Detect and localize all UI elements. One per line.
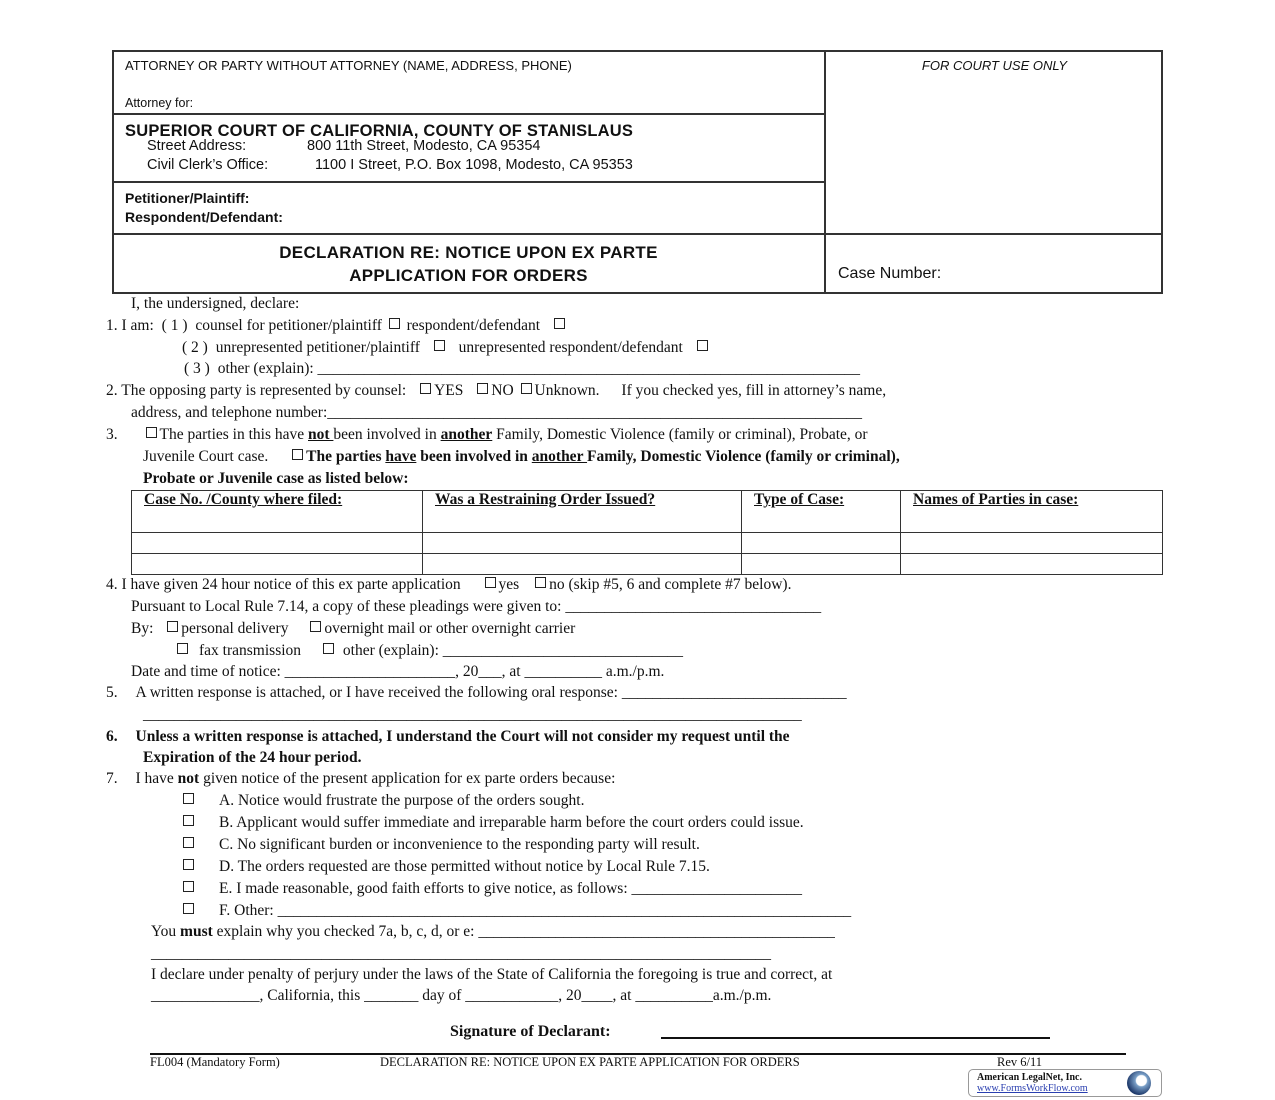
checkbox-other-method[interactable] [323, 643, 334, 654]
signature-label: Signature of Declarant: [450, 1023, 611, 1040]
signature-line[interactable] [661, 1037, 1050, 1039]
table-cell[interactable] [742, 554, 901, 575]
table-row [132, 533, 1163, 554]
checkbox-notice-yes[interactable] [485, 577, 496, 588]
column-header: Case No. /County where filed: [132, 491, 423, 533]
item3-line3: Probate or Juvenile case as listed below: [143, 470, 409, 487]
court-use-label: FOR COURT USE ONLY [921, 58, 1068, 73]
checkbox-counsel-unknown[interactable] [521, 383, 532, 394]
item1-line1: 1. I am: ( 1 ) counsel for petitioner/plaintiff respondent/defendant [106, 316, 568, 336]
table-cell[interactable] [423, 533, 742, 554]
form-title-line1: DECLARATION RE: NOTICE UPON EX PARTE [279, 243, 658, 262]
column-header: Type of Case: [742, 491, 901, 533]
street-address: 800 11th Street, Modesto, CA 95354 [307, 138, 541, 154]
given-to-field[interactable]: Pursuant to Local Rule 7.14, a copy of these pleadings were given to: _________________________________ [131, 598, 822, 615]
checkbox-7f[interactable] [183, 903, 194, 914]
case-number-label: Case Number: [838, 265, 942, 282]
divider [112, 181, 825, 183]
checkbox-personal-delivery[interactable] [167, 621, 178, 632]
footer-form-name: DECLARATION RE: NOTICE UPON EX PARTE APPLICATION FOR ORDERS [380, 1055, 800, 1069]
vendor-link[interactable]: www.FormsWorkFlow.com [977, 1083, 1088, 1094]
respondent-label: Respondent/Defendant: [125, 209, 283, 225]
vendor-logo[interactable] [968, 1069, 1162, 1097]
oral-response-field[interactable]: A written response is attached, or I have received the following oral response: _____________________________ [135, 684, 847, 701]
divider [112, 113, 825, 115]
petitioner-label: Petitioner/Plaintiff: [125, 190, 250, 206]
table-cell[interactable] [742, 533, 901, 554]
item3-line2: Juvenile Court case. The parties have been involved in another Family, Domestic Violence (family or criminal), [143, 448, 900, 465]
item6-line1: 6. Unless a written response is attached, I understand the Court will not consider my request until the [106, 728, 790, 745]
intro-text: I, the undersigned, declare: [131, 295, 300, 312]
clerk-office-label: Civil Clerk’s Office: [147, 157, 269, 173]
item4-by-line2: fax transmission other (explain): _______________________________ [174, 641, 683, 661]
attorney-info-field[interactable]: address, and telephone number:_____________________________________________________________________ [131, 404, 863, 421]
checkbox-have-involved[interactable] [292, 449, 303, 460]
column-header: Was a Restraining Order Issued? [423, 491, 742, 533]
checkbox-unrep-respondent[interactable] [697, 340, 708, 351]
cases-table [131, 490, 1163, 575]
attorney-for-label: Attorney for: [125, 96, 194, 110]
checkbox-counsel-respondent[interactable] [554, 318, 565, 329]
explain-field-2[interactable]: ________________________________________________________________________________ [151, 945, 771, 962]
globe-icon [1127, 1071, 1151, 1095]
checkbox-7c[interactable] [183, 837, 194, 848]
table-cell[interactable] [132, 533, 423, 554]
checkbox-unrep-petitioner[interactable] [434, 340, 445, 351]
table-cell[interactable] [132, 554, 423, 575]
form-title-line2: APPLICATION FOR ORDERS [349, 266, 588, 285]
item7-option-a: A. Notice would frustrate the purpose of the orders sought. [180, 791, 584, 811]
checkbox-7b[interactable] [183, 815, 194, 826]
oral-response-field-2[interactable]: _____________________________________________________________________________________ [143, 706, 802, 723]
item7-option-e: E. I made reasonable, good faith efforts to give notice, as follows: ______________________ [180, 879, 802, 899]
checkbox-7e[interactable] [183, 881, 194, 892]
table-cell[interactable] [901, 554, 1163, 575]
item7-option-b: B. Applicant would suffer immediate and irreparable harm before the court orders could issue. [180, 813, 804, 833]
checkbox-overnight-mail[interactable] [310, 621, 321, 632]
item3-line1: 3. The parties in this have not been involved in another Family, Domestic Violence (family or criminal), Probate, or [106, 426, 868, 443]
checkbox-7a[interactable] [183, 793, 194, 804]
item1-line3: ( 3 ) other (explain): ______________________________________________________________________ [184, 360, 861, 377]
column-header: Names of Parties in case: [901, 491, 1163, 533]
footer-revision: Rev 6/11 [997, 1055, 1043, 1069]
attorney-label: ATTORNEY OR PARTY WITHOUT ATTORNEY (NAME, ADDRESS, PHONE) [125, 58, 572, 73]
table-cell[interactable] [901, 533, 1163, 554]
item2-line1: 2. The opposing party is represented by counsel: YES NO Unknown. If you checked yes, fill in attorney’s name, [106, 382, 887, 399]
item7-option-f: F. Other: __________________________________________________________________________ [180, 901, 851, 921]
checkbox-not-involved[interactable] [146, 427, 157, 438]
item5-line1: 5. A written response is attached, or I have received the following oral response: _____________________________ [106, 684, 847, 701]
item7-line1: 7. I have not given notice of the present application for ex parte orders because: [106, 770, 616, 787]
explain-line: You must explain why you checked 7a, b, c, d, or e: ______________________________________________ [151, 923, 835, 940]
checkbox-fax[interactable] [177, 643, 188, 654]
item4-by-line: By: personal delivery overnight mail or other overnight carrier [131, 620, 576, 637]
item6-line2: Expiration of the 24 hour period. [143, 749, 362, 766]
vendor-name: American LegalNet, Inc. [977, 1072, 1082, 1083]
notice-date-field[interactable]: Date and time of notice: ______________________, 20___, at __________ a.m./p.m. [131, 663, 665, 680]
checkbox-counsel-yes[interactable] [420, 383, 431, 394]
checkbox-notice-no[interactable] [535, 577, 546, 588]
table-cell[interactable] [423, 554, 742, 575]
other-explain-field[interactable]: other (explain): ______________________________________________________________________ [217, 360, 861, 377]
explain-field[interactable]: explain why you checked 7a, b, c, d, or e: ______________________________________________ [212, 923, 835, 940]
table-row [132, 554, 1163, 575]
item1-line2: ( 2 ) unrepresented petitioner/plaintiff unrepresented respondent/defendant [182, 338, 711, 358]
clerk-office-address: 1100 I Street, P.O. Box 1098, Modesto, CA 95353 [315, 157, 633, 173]
street-address-label: Street Address: [147, 138, 247, 154]
court-name: SUPERIOR COURT OF CALIFORNIA, COUNTY OF STANISLAUS [125, 122, 634, 140]
item7-option-c: C. No significant burden or inconvenience to the responding party will result. [180, 835, 700, 855]
item7-option-d: D. The orders requested are those permitted without notice by Local Rule 7.15. [180, 857, 710, 877]
form-title [112, 241, 825, 287]
declaration-line1: I declare under penalty of perjury under the laws of the State of California the foregoing is true and correct, at [151, 966, 833, 983]
checkbox-7d[interactable] [183, 859, 194, 870]
declaration-line2[interactable]: ______________, California, this _______ day of ____________, 20____, at __________a.m./p.m. [151, 987, 772, 1004]
table-header-row [132, 491, 1163, 533]
divider [112, 233, 1163, 235]
checkbox-counsel-petitioner[interactable] [389, 318, 400, 329]
checkbox-counsel-no[interactable] [477, 383, 488, 394]
footer-form-id: FL004 (Mandatory Form) [150, 1055, 280, 1069]
item4-line1: 4. I have given 24 hour notice of this ex parte application yes no (skip #5, 6 and complete #7 below). [106, 576, 792, 593]
